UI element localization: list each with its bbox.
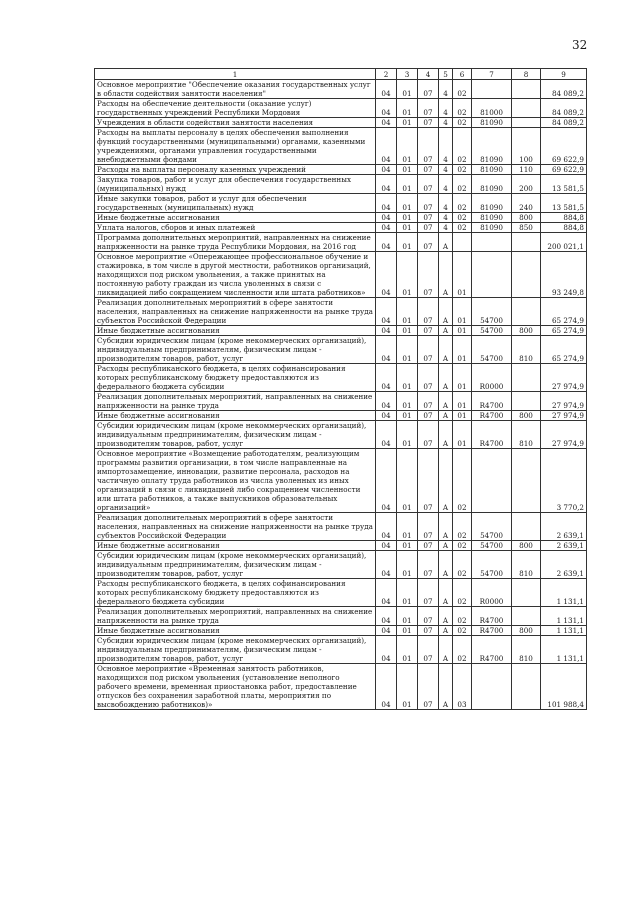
subsection-code-cell: 01 [397,579,418,607]
expense-type-cell: 800 [512,411,541,421]
table-row [95,252,587,298]
subsection-code-cell: 01 [397,626,418,636]
section-code-cell: 04 [376,165,397,175]
expense-type-cell: 800 [512,213,541,223]
event-code-cell: 02 [453,80,472,99]
subprogram-code-cell: А [439,421,453,449]
program-code-cell: 07 [418,364,439,392]
expense-type-cell [512,364,541,392]
amount-cell: 2 639,1 [541,551,587,579]
event-code-cell: 02 [453,449,472,513]
program-code-cell: 07 [418,298,439,326]
amount-cell: 1 131,1 [541,579,587,607]
event-code-cell: 02 [453,579,472,607]
expense-type-cell: 800 [512,541,541,551]
event-code-cell: 02 [453,165,472,175]
program-code-cell: 07 [418,118,439,128]
row-name-cell: Иные бюджетные ассигнования [95,626,376,636]
program-code-cell: 07 [418,252,439,298]
expense-type-cell: 800 [512,626,541,636]
row-name-cell: Иные закупки товаров, работ и услуг для обеспечения государственных (муниципальных) нужд [95,194,376,213]
subsection-code-cell: 01 [397,364,418,392]
program-code-cell: 07 [418,99,439,118]
row-name-cell: Закупка товаров, работ и услуг для обеспечения государственных (муниципальных) нужд [95,175,376,194]
table-row [95,579,587,607]
direction-code-cell: R4700 [472,636,512,664]
amount-cell: 200 021,1 [541,233,587,252]
event-code-cell: 02 [453,551,472,579]
event-code-cell: 02 [453,213,472,223]
expense-type-cell: 810 [512,551,541,579]
direction-code-cell: 81090 [472,128,512,165]
amount-cell: 93 249,8 [541,252,587,298]
row-name-cell: Расходы на выплаты персоналу в целях обеспечения выполнения функций государственными (муниципальными) органами, казенными учреждениями, органами управления государственными внебюджетными фондами [95,128,376,165]
direction-code-cell: R4700 [472,411,512,421]
direction-code-cell: R4700 [472,421,512,449]
expense-type-cell [512,118,541,128]
subprogram-code-cell: 4 [439,80,453,99]
event-code-cell: 02 [453,223,472,233]
direction-code-cell [472,664,512,710]
table-row [95,551,587,579]
expense-type-cell: 810 [512,421,541,449]
direction-code-cell: 54700 [472,298,512,326]
table-row [95,99,587,118]
table-row [95,194,587,213]
direction-code-cell: 81000 [472,99,512,118]
row-name-cell: Иные бюджетные ассигнования [95,213,376,223]
row-name-cell: Расходы на обеспечение деятельности (оказание услуг) государственных учреждений Республики Мордовия [95,99,376,118]
subsection-code-cell: 01 [397,128,418,165]
subsection-code-cell: 01 [397,175,418,194]
subprogram-code-cell: А [439,664,453,710]
subsection-code-cell: 01 [397,449,418,513]
amount-cell: 13 581,5 [541,194,587,213]
header-cell: 1 [95,69,376,80]
table-row [95,449,587,513]
table-row [95,175,587,194]
program-code-cell: 07 [418,513,439,541]
expense-type-cell: 240 [512,194,541,213]
table-header-row [95,69,587,80]
row-name-cell: Реализация дополнительных мероприятий, направленных на снижение напряженности на рынке труда [95,392,376,411]
program-code-cell: 07 [418,551,439,579]
row-name-cell: Субсидии юридическим лицам (кроме некоммерческих организаций), индивидуальным предпринимателям, физическим лицам - производителям товаров, работ, услуг [95,551,376,579]
section-code-cell: 04 [376,99,397,118]
direction-code-cell [472,80,512,99]
row-name-cell: Основное мероприятие «Опережающее профессиональное обучение и стажировка, в том числе в другой местности, работников организаций, находящихся под риском увольнения, а также принятых на постоянную работу граждан из числа уволенных в связи с ликвидацией либо сокращением численности или штата работников» [95,252,376,298]
direction-code-cell: 54700 [472,326,512,336]
section-code-cell: 04 [376,449,397,513]
direction-code-cell: 81090 [472,223,512,233]
header-cell: 4 [418,69,439,80]
subsection-code-cell: 01 [397,392,418,411]
subsection-code-cell: 01 [397,118,418,128]
direction-code-cell: R0000 [472,579,512,607]
program-code-cell: 07 [418,233,439,252]
program-code-cell: 07 [418,449,439,513]
amount-cell: 69 622,9 [541,128,587,165]
expense-type-cell [512,99,541,118]
event-code-cell: 01 [453,392,472,411]
amount-cell: 884,8 [541,223,587,233]
amount-cell: 3 770,2 [541,449,587,513]
row-name-cell: Основное мероприятие «Временная занятость работников, находящихся под риском увольнения (установление неполного рабочего времени, временная приостановка работ, предоставление отпусков без сохранения заработной платы, мероприятия по высвобождению работников)» [95,664,376,710]
amount-cell: 65 274,9 [541,298,587,326]
table-row [95,298,587,326]
subprogram-code-cell: 4 [439,99,453,118]
section-code-cell: 04 [376,175,397,194]
table-row [95,664,587,710]
event-code-cell: 01 [453,326,472,336]
direction-code-cell: R4700 [472,626,512,636]
event-code-cell: 02 [453,513,472,541]
subsection-code-cell: 01 [397,213,418,223]
table-row [95,636,587,664]
row-name-cell: Расходы республиканского бюджета, в целях софинансирования которых республиканскому бюджету предоставляются из федерального бюджета субсидии [95,579,376,607]
header-cell: 2 [376,69,397,80]
subprogram-code-cell: А [439,513,453,541]
program-code-cell: 07 [418,636,439,664]
direction-code-cell: 54700 [472,513,512,541]
amount-cell: 84 089,2 [541,99,587,118]
section-code-cell: 04 [376,118,397,128]
expense-type-cell: 810 [512,336,541,364]
row-name-cell: Основное мероприятие «Возмещение работодателям, реализующим программы развития организации, в том числе направленные на импортозамещение, инновации, развитие персонала, расходов на частичную оплату труда работников из числа уволенных из иных организаций в связи с ликвидацией либо сокращением численности или штата работников, а также выпускников образовательных организаций» [95,449,376,513]
expense-type-cell [512,607,541,626]
subsection-code-cell: 01 [397,99,418,118]
table-row [95,364,587,392]
header-cell: 7 [472,69,512,80]
table-row [95,80,587,99]
header-cell: 5 [439,69,453,80]
expense-type-cell: 100 [512,128,541,165]
table-row [95,213,587,223]
row-name-cell: Реализация дополнительных мероприятий в сфере занятости населения, направленных на снижение напряженности на рынке труда субъектов Российской Федерации [95,513,376,541]
table-row [95,326,587,336]
expense-type-cell [512,392,541,411]
subprogram-code-cell: 4 [439,194,453,213]
subsection-code-cell: 01 [397,636,418,664]
amount-cell: 2 639,1 [541,513,587,541]
header-cell: 9 [541,69,587,80]
program-code-cell: 07 [418,626,439,636]
subsection-code-cell: 01 [397,513,418,541]
row-name-cell: Реализация дополнительных мероприятий, направленных на снижение напряженности на рынке труда [95,607,376,626]
section-code-cell: 04 [376,392,397,411]
section-code-cell: 04 [376,636,397,664]
subsection-code-cell: 01 [397,541,418,551]
expense-type-cell [512,513,541,541]
program-code-cell: 07 [418,411,439,421]
expense-type-cell: 810 [512,636,541,664]
subsection-code-cell: 01 [397,551,418,579]
subprogram-code-cell: 4 [439,128,453,165]
table-row [95,411,587,421]
section-code-cell: 04 [376,626,397,636]
event-code-cell: 02 [453,128,472,165]
program-code-cell: 07 [418,541,439,551]
direction-code-cell: 54700 [472,551,512,579]
direction-code-cell: 81090 [472,118,512,128]
subsection-code-cell: 01 [397,233,418,252]
row-name-cell: Иные бюджетные ассигнования [95,541,376,551]
expense-type-cell [512,252,541,298]
subprogram-code-cell: А [439,233,453,252]
subprogram-code-cell: А [439,298,453,326]
subprogram-code-cell: А [439,626,453,636]
budget-table [94,68,587,710]
direction-code-cell: 54700 [472,336,512,364]
table-row [95,421,587,449]
section-code-cell: 04 [376,252,397,298]
page-number: 32 [572,38,588,52]
direction-code-cell [472,252,512,298]
direction-code-cell: 81090 [472,194,512,213]
subprogram-code-cell: 4 [439,223,453,233]
subprogram-code-cell: А [439,411,453,421]
row-name-cell: Реализация дополнительных мероприятий в сфере занятости населения, направленных на снижение напряженности на рынке труда субъектов Российской Федерации [95,298,376,326]
expense-type-cell: 850 [512,223,541,233]
event-code-cell: 01 [453,421,472,449]
program-code-cell: 07 [418,421,439,449]
section-code-cell: 04 [376,80,397,99]
section-code-cell: 04 [376,223,397,233]
program-code-cell: 07 [418,128,439,165]
expense-type-cell [512,80,541,99]
row-name-cell: Уплата налогов, сборов и иных платежей [95,223,376,233]
section-code-cell: 04 [376,664,397,710]
amount-cell: 69 622,9 [541,165,587,175]
amount-cell: 2 639,1 [541,541,587,551]
row-name-cell: Программа дополнительных мероприятий, направленных на снижение напряженности на рынке труда Республики Мордовия, на 2016 год [95,233,376,252]
direction-code-cell: 81090 [472,213,512,223]
event-code-cell [453,233,472,252]
table-row [95,626,587,636]
subprogram-code-cell: А [439,607,453,626]
row-name-cell: Учреждения в области содействия занятости населения [95,118,376,128]
amount-cell: 65 274,9 [541,336,587,364]
table-row [95,118,587,128]
subprogram-code-cell: А [439,579,453,607]
table-row [95,223,587,233]
section-code-cell: 04 [376,233,397,252]
subsection-code-cell: 01 [397,80,418,99]
program-code-cell: 07 [418,213,439,223]
section-code-cell: 04 [376,421,397,449]
section-code-cell: 04 [376,128,397,165]
event-code-cell: 01 [453,298,472,326]
section-code-cell: 04 [376,213,397,223]
row-name-cell: Иные бюджетные ассигнования [95,326,376,336]
direction-code-cell: R4700 [472,607,512,626]
amount-cell: 101 988,4 [541,664,587,710]
expense-type-cell [512,449,541,513]
program-code-cell: 07 [418,194,439,213]
subprogram-code-cell: 4 [439,118,453,128]
direction-code-cell: R0000 [472,364,512,392]
table-body [95,80,587,710]
table-row [95,513,587,541]
amount-cell: 27 974,9 [541,421,587,449]
table-row [95,336,587,364]
section-code-cell: 04 [376,607,397,626]
expense-type-cell: 200 [512,175,541,194]
event-code-cell: 01 [453,411,472,421]
header-cell: 3 [397,69,418,80]
expense-type-cell: 800 [512,326,541,336]
direction-code-cell: 81090 [472,175,512,194]
expense-type-cell [512,664,541,710]
table-row [95,128,587,165]
section-code-cell: 04 [376,541,397,551]
event-code-cell: 02 [453,99,472,118]
program-code-cell: 07 [418,579,439,607]
row-name-cell: Основное мероприятие "Обеспечение оказания государственных услуг в области содействия занятости населения" [95,80,376,99]
subprogram-code-cell: 4 [439,213,453,223]
event-code-cell: 02 [453,626,472,636]
subsection-code-cell: 01 [397,252,418,298]
row-name-cell: Иные бюджетные ассигнования [95,411,376,421]
amount-cell: 1 131,1 [541,636,587,664]
subprogram-code-cell: А [439,392,453,411]
program-code-cell: 07 [418,607,439,626]
amount-cell: 27 974,9 [541,411,587,421]
event-code-cell: 02 [453,194,472,213]
amount-cell: 84 089,2 [541,80,587,99]
direction-code-cell: 54700 [472,541,512,551]
amount-cell: 27 974,9 [541,392,587,411]
event-code-cell: 02 [453,118,472,128]
table-row [95,541,587,551]
section-code-cell: 04 [376,551,397,579]
subprogram-code-cell: А [439,336,453,364]
amount-cell: 1 131,1 [541,607,587,626]
table-row [95,392,587,411]
subprogram-code-cell: А [439,364,453,392]
section-code-cell: 04 [376,411,397,421]
table-row [95,607,587,626]
table-row [95,165,587,175]
direction-code-cell [472,449,512,513]
subprogram-code-cell: А [439,252,453,298]
program-code-cell: 07 [418,336,439,364]
row-name-cell: Субсидии юридическим лицам (кроме некоммерческих организаций), индивидуальным предпринимателям, физическим лицам - производителям товаров, работ, услуг [95,636,376,664]
program-code-cell: 07 [418,223,439,233]
row-name-cell: Субсидии юридическим лицам (кроме некоммерческих организаций), индивидуальным предпринимателям, физическим лицам - производителям товаров, работ, услуг [95,336,376,364]
header-cell: 6 [453,69,472,80]
direction-code-cell: R4700 [472,392,512,411]
section-code-cell: 04 [376,513,397,541]
program-code-cell: 07 [418,175,439,194]
amount-cell: 1 131,1 [541,626,587,636]
row-name-cell: Расходы республиканского бюджета, в целях софинансирования которых республиканскому бюджету предоставляются из федерального бюджета субсидии [95,364,376,392]
section-code-cell: 04 [376,579,397,607]
program-code-cell: 07 [418,392,439,411]
direction-code-cell [472,233,512,252]
amount-cell: 13 581,5 [541,175,587,194]
subsection-code-cell: 01 [397,607,418,626]
amount-cell: 84 089,2 [541,118,587,128]
event-code-cell: 03 [453,664,472,710]
direction-code-cell: 81090 [472,165,512,175]
subprogram-code-cell: 4 [439,165,453,175]
expense-type-cell: 110 [512,165,541,175]
event-code-cell: 02 [453,175,472,194]
subsection-code-cell: 01 [397,326,418,336]
subprogram-code-cell: А [439,541,453,551]
event-code-cell: 01 [453,364,472,392]
event-code-cell: 02 [453,541,472,551]
row-name-cell: Расходы на выплаты персоналу казенных учреждений [95,165,376,175]
subprogram-code-cell: 4 [439,175,453,194]
event-code-cell: 02 [453,607,472,626]
subprogram-code-cell: А [439,449,453,513]
section-code-cell: 04 [376,336,397,364]
program-code-cell: 07 [418,80,439,99]
subsection-code-cell: 01 [397,664,418,710]
expense-type-cell [512,298,541,326]
program-code-cell: 07 [418,326,439,336]
event-code-cell: 02 [453,636,472,664]
section-code-cell: 04 [376,298,397,326]
subsection-code-cell: 01 [397,194,418,213]
subprogram-code-cell: А [439,326,453,336]
table-row [95,233,587,252]
subsection-code-cell: 01 [397,165,418,175]
event-code-cell: 01 [453,336,472,364]
amount-cell: 884,8 [541,213,587,223]
event-code-cell: 01 [453,252,472,298]
program-code-cell: 07 [418,165,439,175]
subprogram-code-cell: А [439,636,453,664]
subsection-code-cell: 01 [397,411,418,421]
subprogram-code-cell: А [439,551,453,579]
subsection-code-cell: 01 [397,421,418,449]
section-code-cell: 04 [376,364,397,392]
header-cell: 8 [512,69,541,80]
expense-type-cell [512,233,541,252]
amount-cell: 27 974,9 [541,364,587,392]
subsection-code-cell: 01 [397,223,418,233]
section-code-cell: 04 [376,326,397,336]
subsection-code-cell: 01 [397,298,418,326]
expense-type-cell [512,579,541,607]
row-name-cell: Субсидии юридическим лицам (кроме некоммерческих организаций), индивидуальным предпринимателям, физическим лицам - производителям товаров, работ, услуг [95,421,376,449]
amount-cell: 65 274,9 [541,326,587,336]
section-code-cell: 04 [376,194,397,213]
subsection-code-cell: 01 [397,336,418,364]
program-code-cell: 07 [418,664,439,710]
